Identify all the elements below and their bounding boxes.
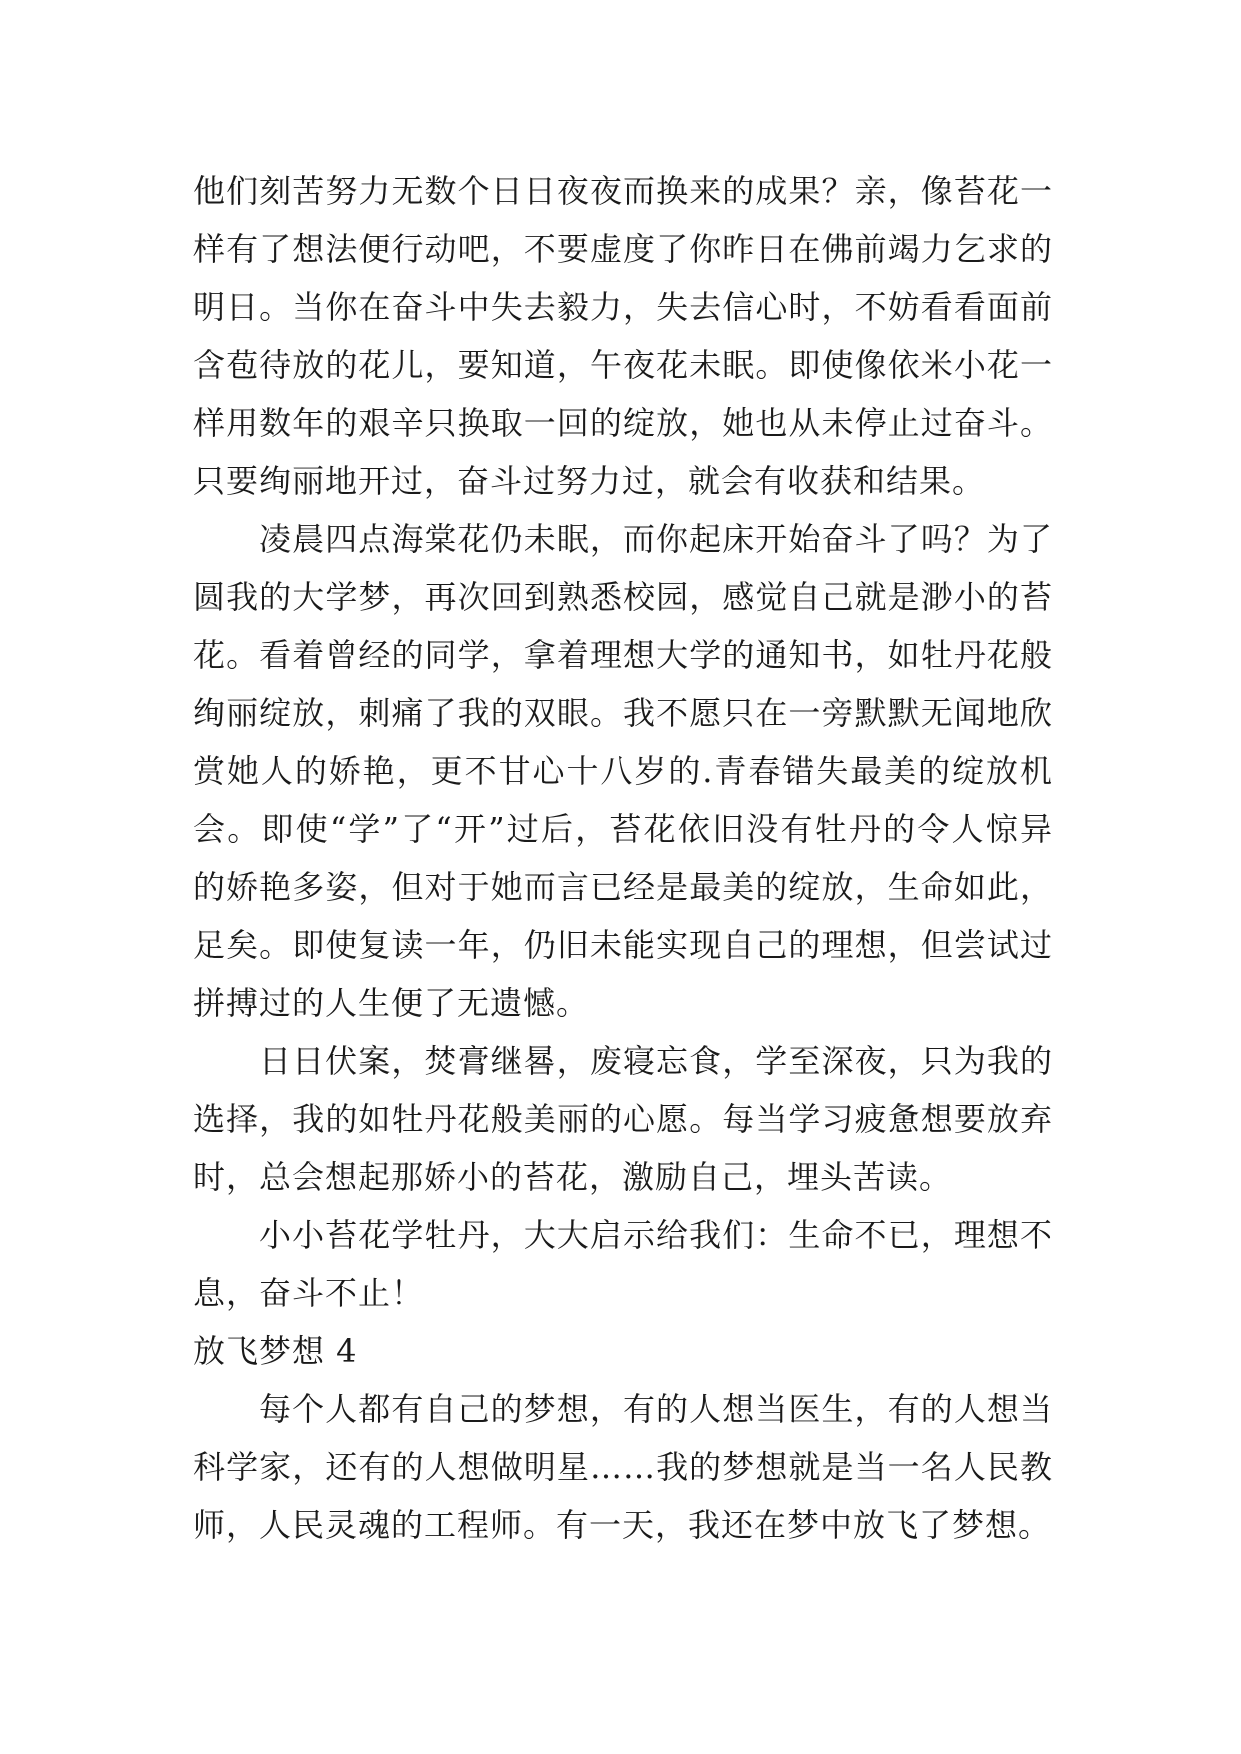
paragraph-dream: 凌晨四点海棠花仍未眠，而你起床开始奋斗了吗？为了圆我的大学梦，再次回到熟悉校园，感觉自己就是渺小的苔花。看着曾经的同学，拿着理想大学的通知书，如牡丹花般绚丽绽放，刺痛了我的双眼。我不愿只在一旁默默无闻地欣赏她人的娇艳，更不甘心十八岁的.青春错失最美的绽放机会。即使“学”了“开”过后，苔花依旧没有牡丹的令人惊异的娇艳多姿，但对于她而言已经是最美的绽放，生命如此，足矣。即使复读一年，仍旧未能实现自己的理想，但尝试过拼搏过的人生便了无遗憾。 — [193, 520, 1053, 1022]
document-body — [193, 162, 1053, 1554]
paragraph-study: 日日伏案，焚膏继晷，废寝忘食，学至深夜，只为我的选择，我的如牡丹花般美丽的心愿。每当学习疲惫想要放弃时，总会想起那娇小的苔花，激励自己，埋头苦读。 — [193, 1042, 1053, 1196]
paragraph-section-intro: 每个人都有自己的梦想，有的人想当医生，有的人想当科学家，还有的人想做明星……我的梦想就是当一名人民教师，人民灵魂的工程师。有一天，我还在梦中放飞了梦想。 — [193, 1390, 1053, 1544]
paragraph-conclusion: 小小苔花学牡丹，大大启示给我们：生命不已，理想不息，奋斗不止！ — [193, 1216, 1053, 1312]
section-heading: 放飞梦想 4 — [193, 1332, 358, 1370]
paragraph-continuation: 他们刻苦努力无数个日日夜夜而换来的成果？亲，像苔花一样有了想法便行动吧，不要虚度了你昨日在佛前竭力乞求的明日。当你在奋斗中失去毅力，失去信心时，不妨看看面前含苞待放的花儿，要知道，午夜花未眠。即使像依米小花一样用数年的艰辛只换取一回的绽放，她也从未停止过奋斗。只要绚丽地开过，奋斗过努力过，就会有收获和结果。 — [193, 172, 1053, 500]
